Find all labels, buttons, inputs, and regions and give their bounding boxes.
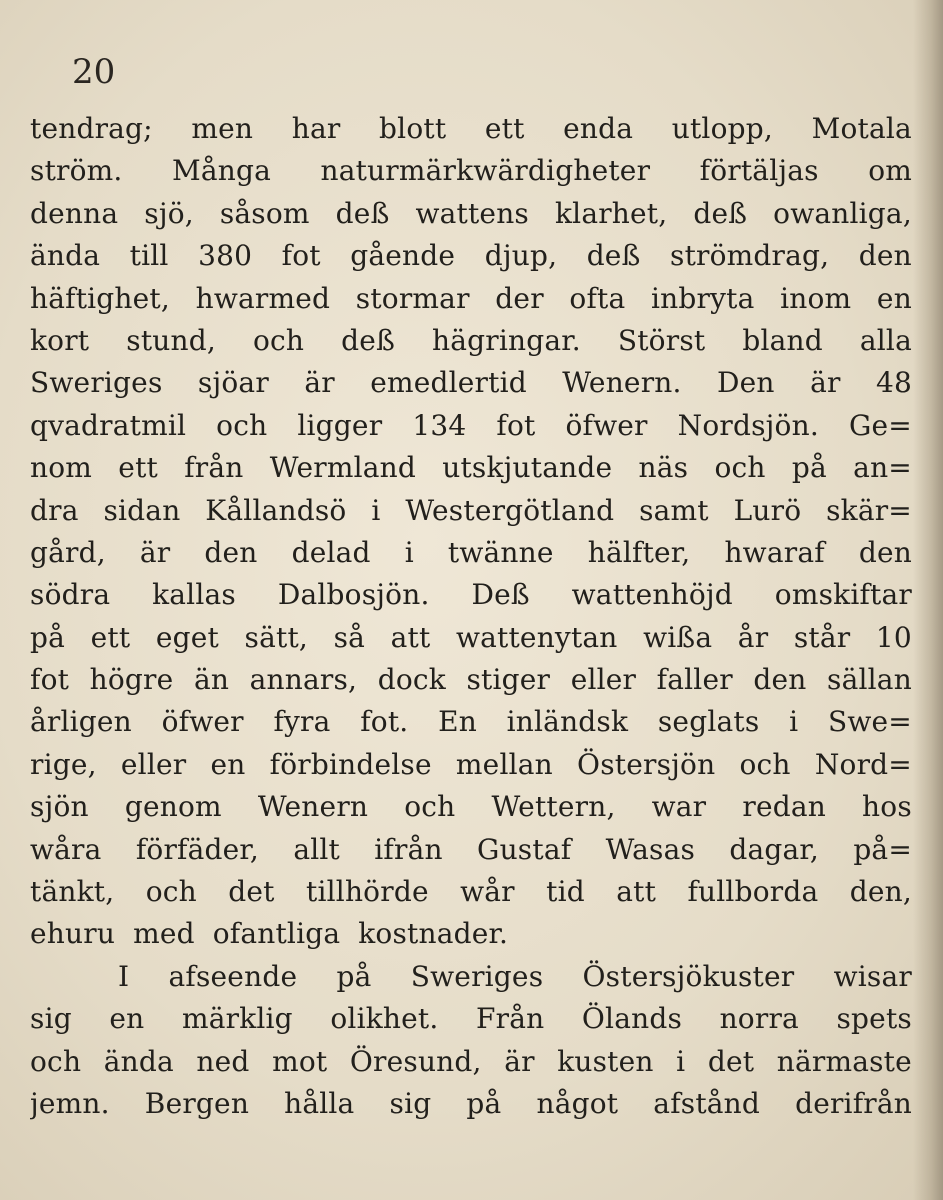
word: från	[184, 451, 244, 485]
word: allt	[293, 832, 340, 866]
word: den	[858, 239, 912, 273]
word: det	[228, 875, 275, 909]
word: att	[390, 620, 431, 654]
word: fot	[30, 663, 70, 697]
word: det	[707, 1044, 755, 1078]
text-line	[30, 621, 912, 663]
word: och	[30, 1044, 82, 1078]
word: samt	[639, 493, 709, 527]
word: Ölands	[581, 1002, 683, 1036]
word: Dalbosjön.	[277, 578, 430, 612]
word: spets	[836, 1002, 912, 1036]
word: gående	[350, 239, 456, 273]
word: om	[868, 154, 912, 188]
word: Ge=	[848, 408, 912, 442]
text-line	[30, 578, 912, 620]
word: I	[118, 959, 130, 993]
word: högre	[89, 663, 174, 697]
word: tid	[546, 875, 585, 909]
word: hägringar.	[431, 323, 581, 357]
word: den	[204, 535, 258, 569]
word: står	[793, 620, 851, 654]
text-line	[30, 663, 912, 705]
word: utskjutande	[442, 451, 613, 485]
word: eller	[120, 747, 187, 781]
word: tillhörde	[306, 875, 429, 909]
word: och	[145, 875, 197, 909]
word: Motala	[811, 112, 912, 145]
word: ett	[484, 112, 525, 145]
word: skär=	[826, 493, 912, 527]
word: enda	[563, 112, 634, 145]
text-line	[30, 875, 912, 917]
word: eget	[155, 620, 219, 654]
word: den	[753, 663, 807, 697]
word: Gustaf	[477, 832, 572, 866]
word: gård,	[30, 535, 106, 569]
word: ända	[103, 1044, 174, 1078]
word: stormar	[355, 281, 470, 315]
word: en	[210, 747, 246, 781]
word: och	[739, 747, 791, 781]
word: hwarmed	[195, 281, 331, 315]
word: ett	[90, 620, 131, 654]
word: till	[129, 239, 169, 273]
word: Lurö	[733, 493, 802, 527]
word: twänne	[447, 535, 554, 569]
word: der	[495, 281, 544, 315]
word: närmaste	[776, 1044, 912, 1078]
word: på	[466, 1086, 502, 1120]
text-line	[30, 451, 912, 493]
word: i	[404, 535, 414, 569]
body-text	[30, 112, 912, 1129]
word: fullborda	[687, 875, 819, 909]
word: är	[504, 1044, 535, 1078]
word: den,	[849, 875, 912, 909]
word: en	[109, 1002, 145, 1036]
word: kort	[30, 323, 90, 357]
word: utlopp,	[671, 112, 773, 145]
word: stund,	[126, 323, 216, 357]
word: öfwer	[565, 408, 648, 442]
word: bland	[742, 323, 823, 357]
word: 48	[875, 366, 912, 400]
word: sjö,	[144, 196, 194, 230]
word: södra	[30, 578, 111, 612]
text-line	[30, 154, 912, 196]
word: Östersjön	[577, 747, 716, 781]
word: sjön	[30, 790, 89, 824]
word: denna	[30, 196, 119, 230]
word: Wasas	[605, 832, 696, 866]
text-line	[30, 536, 912, 578]
word: i	[676, 1044, 686, 1078]
word: hwaraf	[724, 535, 825, 569]
word: kostnader.	[358, 917, 509, 951]
word: ligger	[297, 408, 383, 442]
word: 380	[198, 239, 253, 273]
word: 10	[875, 620, 912, 654]
text-line	[30, 324, 912, 366]
word: Wenern.	[562, 366, 682, 400]
text-line	[30, 917, 912, 959]
word: än	[193, 663, 230, 697]
word: genom	[124, 790, 222, 824]
word: war	[651, 790, 707, 824]
word: eller	[570, 663, 637, 697]
word: mellan	[455, 747, 553, 781]
word: hälfter,	[587, 535, 691, 569]
word: klarhet,	[555, 196, 668, 230]
text-line	[30, 112, 912, 154]
word: tänkt,	[30, 875, 115, 909]
word: dagar,	[729, 832, 820, 866]
word: på	[30, 620, 66, 654]
word: deß	[693, 196, 748, 230]
word: ehuru	[30, 917, 116, 951]
word: qvadratmil	[30, 408, 187, 442]
text-line	[30, 366, 912, 408]
word: wattenytan	[455, 620, 618, 654]
word: är	[810, 366, 841, 400]
word: ända	[30, 239, 101, 273]
word: inom	[780, 281, 852, 315]
word: är	[304, 366, 335, 400]
word: derifrån	[795, 1086, 912, 1120]
word: på=	[853, 832, 912, 866]
word: kusten	[557, 1044, 654, 1078]
word: inländsk	[506, 705, 629, 739]
word: emedlertid	[370, 366, 527, 400]
word: jemn.	[30, 1086, 110, 1120]
word: är	[139, 535, 171, 569]
word: Deß	[471, 578, 530, 612]
word: ifrån	[374, 832, 443, 866]
text-line	[30, 409, 912, 451]
word: wattens	[415, 196, 530, 230]
word: mot	[272, 1044, 328, 1078]
word: märklig	[181, 1002, 293, 1036]
page-number: 20	[72, 52, 116, 92]
text-line	[30, 197, 912, 239]
word: något	[536, 1086, 619, 1120]
page-gutter-shadow	[913, 0, 943, 1200]
word: förbindelse	[269, 747, 432, 781]
text-line	[30, 748, 912, 790]
word: har	[291, 112, 341, 145]
word: sig	[389, 1086, 432, 1120]
word: men	[191, 112, 254, 145]
text-line	[30, 705, 912, 747]
word: omskiftar	[774, 578, 912, 612]
text-line	[30, 1045, 912, 1087]
word: förfäder,	[135, 832, 260, 866]
word: så	[333, 620, 366, 654]
word: sätt,	[244, 620, 308, 654]
word: sig	[30, 1002, 72, 1036]
word: strömdrag,	[670, 239, 830, 273]
word: sidan	[103, 493, 181, 527]
word: djup,	[484, 239, 558, 273]
text-line	[30, 494, 912, 536]
word: olikhet.	[330, 1002, 439, 1036]
word: en	[876, 281, 912, 315]
text-line	[30, 833, 912, 875]
word: Westergötland	[405, 493, 615, 527]
text-line	[30, 790, 912, 832]
word: Nord=	[814, 747, 912, 781]
word: fot	[281, 239, 321, 273]
word: sällan	[827, 663, 912, 697]
word: ofantliga	[212, 917, 341, 951]
word: den	[858, 535, 912, 569]
word: nom	[30, 451, 93, 485]
word: blott	[379, 112, 447, 145]
word: årligen	[30, 705, 132, 739]
word: wår	[460, 875, 515, 909]
word: wåra	[30, 832, 102, 866]
word: dra	[30, 493, 79, 527]
text-line	[30, 1002, 912, 1044]
word: att	[616, 875, 657, 909]
word: wattenhöjd	[571, 578, 733, 612]
word: hålla	[284, 1086, 355, 1120]
word: ofta	[569, 281, 626, 315]
word: Kållandsö	[205, 493, 347, 527]
word: Störst	[617, 323, 706, 357]
word: med	[133, 917, 195, 951]
word: stiger	[466, 663, 551, 697]
word: dock	[377, 663, 446, 697]
word: sjöar	[197, 366, 269, 400]
word: 134	[412, 408, 467, 442]
text-line	[30, 239, 912, 281]
word: på	[336, 959, 372, 993]
word: redan	[742, 790, 826, 824]
word: fot	[496, 408, 536, 442]
word: Swe=	[827, 705, 912, 739]
word: owanliga,	[773, 196, 912, 230]
word: an=	[853, 451, 912, 485]
word: afseende	[168, 959, 298, 993]
text-line-paragraph-start	[30, 960, 912, 1002]
word: Öresund,	[349, 1044, 482, 1078]
word: Sweriges	[30, 366, 163, 400]
word: seglats	[657, 705, 760, 739]
word: wißa	[643, 620, 713, 654]
word: Wenern	[257, 790, 369, 824]
word: näs	[638, 451, 689, 485]
word: såsom	[219, 196, 310, 230]
word: ett	[118, 451, 158, 485]
word: öfwer	[161, 705, 244, 739]
text-line	[30, 1087, 912, 1129]
word: Många	[172, 154, 272, 188]
word: annars,	[249, 663, 358, 697]
word: En	[438, 705, 477, 739]
word: ned	[196, 1044, 250, 1078]
word: afstånd	[653, 1086, 761, 1120]
word: år	[737, 620, 769, 654]
word: delad	[291, 535, 371, 569]
word: Sweriges	[410, 959, 544, 993]
word: fot.	[360, 705, 409, 739]
word: wisar	[833, 959, 912, 993]
word: deß	[341, 323, 395, 357]
word: och	[714, 451, 766, 485]
word: deß	[586, 239, 641, 273]
word: deß	[335, 196, 390, 230]
word: och	[252, 323, 305, 357]
word: rige,	[30, 747, 97, 781]
word: Från	[476, 1002, 545, 1036]
word: norra	[719, 1002, 799, 1036]
word: naturmärkwärdigheter	[320, 154, 651, 188]
word: och	[404, 790, 456, 824]
word: inbryta	[651, 281, 755, 315]
word: kallas	[152, 578, 236, 612]
word: Nordsjön.	[677, 408, 819, 442]
word: fyra	[273, 705, 331, 739]
word: hos	[862, 790, 912, 824]
text-line	[30, 282, 912, 324]
word: Bergen	[144, 1086, 250, 1120]
word: alla	[859, 323, 912, 357]
word: Den	[717, 366, 775, 400]
word: Wettern,	[491, 790, 616, 824]
word: och	[216, 408, 268, 442]
word: häftighet,	[30, 281, 170, 315]
word: Wermland	[269, 451, 416, 485]
word: ström.	[30, 154, 123, 188]
word: i	[789, 705, 799, 739]
word: tendrag;	[30, 112, 153, 145]
word: på	[791, 451, 827, 485]
word: förtäljas	[699, 154, 819, 188]
word: i	[371, 493, 381, 527]
word: Östersjökuster	[582, 959, 795, 993]
word: faller	[656, 663, 733, 697]
